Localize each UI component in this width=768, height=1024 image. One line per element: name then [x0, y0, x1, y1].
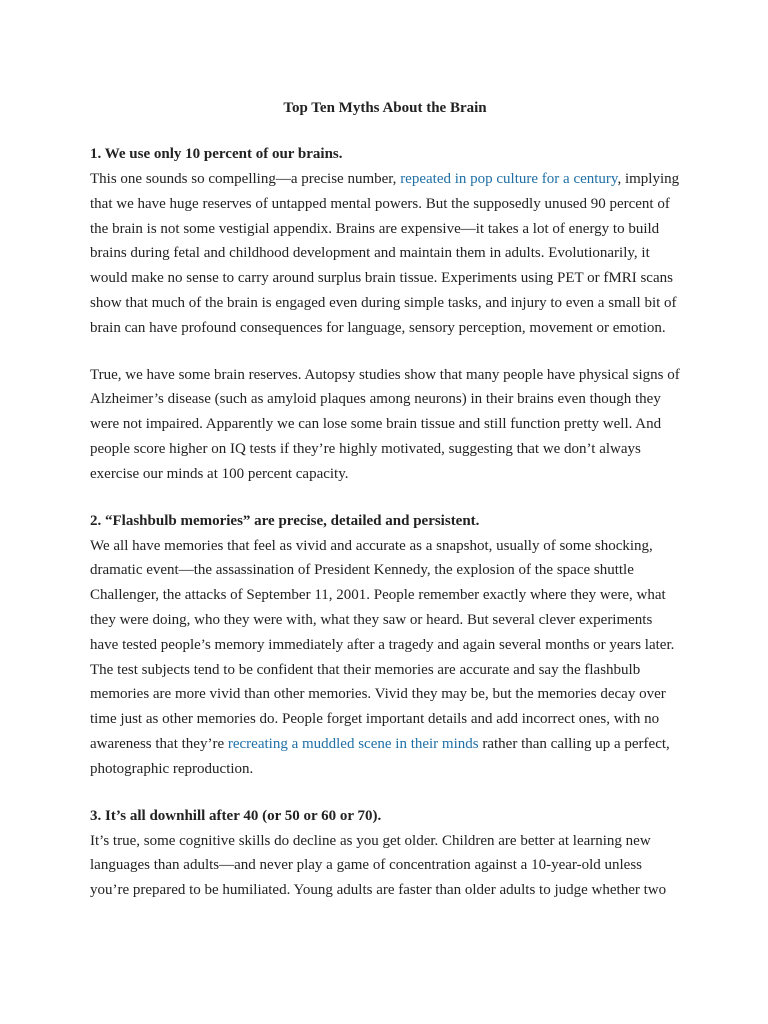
link-recreating-muddled-scene[interactable]: recreating a muddled scene in their minds — [227, 735, 479, 752]
section-2-paragraph-1-text-a: We all have memories that feel as vivid and accurate as a snapshot, usually of some shocking, dramatic event—the assassination of President Kennedy, the explosion of the space shuttle Challenger, the attacks of September 11, 2001. People remember exactly where they were, what they were doing, who they were with, what they saw or heard. But several clever experiments have tested people’s memory immediately after a tragedy and again several months or years later. The test subjects tend to be confident that their memories are accurate and say the flashbulb memories are more vivid than other memories. Vivid they may be, but the memories decay over time just as other memories do. People forget important details and add incorrect ones, with no awareness that they’re — [90, 537, 675, 752]
document-title: Top Ten Myths About the Brain — [283, 100, 487, 116]
section-3-paragraph-1: It’s true, some cognitive skills do decline as you get older. Children are better at learning new languages than adults—and never play a game of concentration against a 10-year-old unless you’re prepared to be humiliated. Young adults are faster than older adults to judge whether two — [90, 832, 667, 899]
section-3-heading: 3. It’s all downhill after 40 (or 50 or 60 or 70). — [90, 807, 382, 824]
link-repeated-in-pop-culture[interactable]: repeated in pop culture for a century — [400, 171, 618, 187]
section-1-paragraph-1-text-a: This one sounds so compelling—a precise number, — [90, 171, 401, 187]
section-2-heading: 2. “Flashbulb memories” are precise, detailed and persistent. — [90, 512, 480, 529]
section-2-paragraph-1-text-b: rather than calling up a perfect, photographic reproduction. — [90, 735, 670, 777]
section-1-heading: 1. We use only 10 percent of our brains. — [90, 146, 343, 162]
document-page — [90, 96, 680, 925]
section-1-paragraph-1-text-b: , implying that we have huge reserves of untapped mental powers. But the supposedly unused 90 percent of the brain is not some vestigial appendix. Brains are expensive—it takes a lot of energy to build brains during fetal and childhood development and maintain them in adults. Evolutionarily, it would make no sense to carry around surplus brain tissue. Experiments using PET or fMRI scans show that much of the brain is engaged even during simple tasks, and injury to even a small bit of brain can have profound consequences for language, sensory perception, movement or emotion. — [90, 171, 680, 336]
section-1-paragraph-2: True, we have some brain reserves. Autopsy studies show that many people have physical signs of Alzheimer’s disease (such as amyloid plaques among neurons) in their brains even though they were not impaired. Apparently we can lose some brain tissue and still function pretty well. And people score higher on IQ tests if they’re highly motivated, suggesting that we don’t always exercise our minds at 100 percent capacity. — [90, 366, 680, 482]
section-2-paragraph-1 — [90, 534, 680, 782]
section-1-paragraph-1 — [90, 167, 680, 341]
